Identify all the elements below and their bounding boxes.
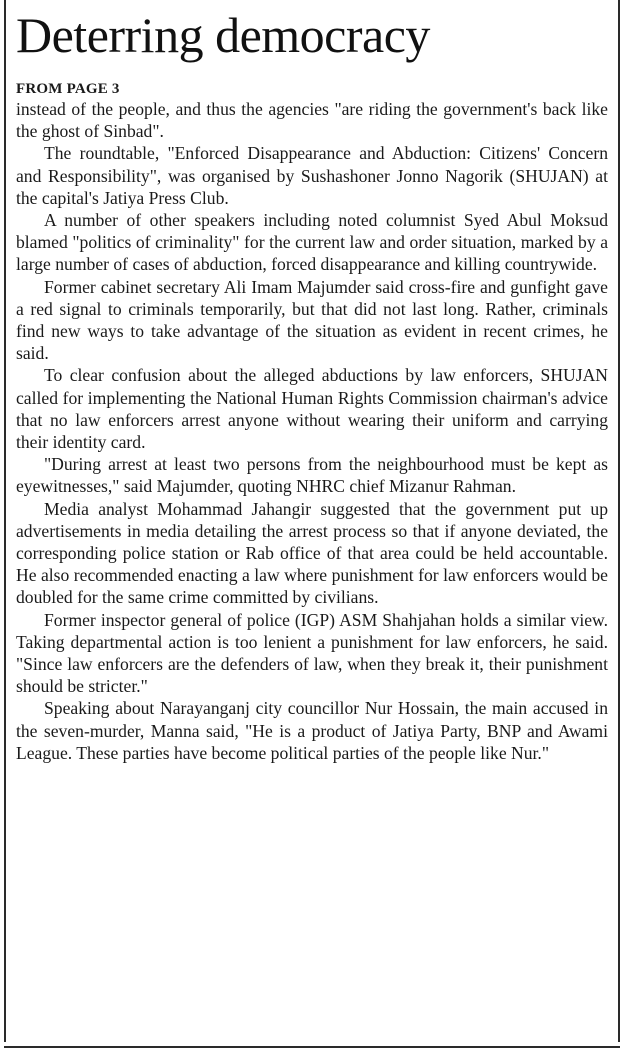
- left-column-rule: [4, 0, 6, 1042]
- right-column-rule: [618, 0, 620, 1042]
- article: [16, 0, 608, 764]
- paragraph: To clear confusion about the alleged abductions by law enforcers, SHUJAN called for implementing the National Human Rights Commission chairman's advice that no law enforcers arrest anyone without wearing their uniform and carrying their identity card.: [16, 365, 608, 453]
- paragraph: Speaking about Narayanganj city councillor Nur Hossain, the main accused in the seven-murder, Manna said, "He is a product of Jatiya Party, BNP and Awami League. These parties have become political parties of the people like Nur.": [16, 698, 608, 763]
- paragraph: "During arrest at least two persons from the neighbourhood must be kept as eyewitnesses," said Majumder, quoting NHRC chief Mizanur Rahman.: [16, 454, 608, 497]
- headline: Deterring democracy: [16, 7, 430, 63]
- jump-line: FROM PAGE 3: [16, 81, 120, 97]
- paragraph: Former inspector general of police (IGP) ASM Shahjahan holds a similar view. Taking departmental action is too lenient a punishment for law enforcers, he said. "Since law enforcers are the defenders of law, when they break it, their punishment should be stricter.": [16, 609, 608, 697]
- paragraph: The roundtable, "Enforced Disappearance and Abduction: Citizens' Concern and Responsibility", was organised by Sushashoner Jonno Nagorik (SHUJAN) at the capital's Jatiya Press Club.: [16, 143, 608, 208]
- paragraph: Former cabinet secretary Ali Imam Majumder said cross-fire and gunfight gave a red signal to criminals temporarily, but that did not last long. Rather, criminals find new ways to take advantage of the situation as evident in recent crimes, he said.: [16, 276, 608, 364]
- bottom-rule: [4, 1046, 620, 1048]
- article-body: [16, 98, 608, 764]
- paragraph: A number of other speakers including noted columnist Syed Abul Moksud blamed "politics of criminality" for the current law and order situation, marked by a large number of cases of abduction, forced disappearance and killing countrywide.: [16, 210, 608, 275]
- paragraph: Media analyst Mohammad Jahangir suggested that the government put up advertisements in media detailing the arrest process so that if anyone deviated, the corresponding police station or Rab office of that area could be held accountable. He also recommended enacting a law where punishment for law enforcers would be doubled for the same crime committed by civilians.: [16, 498, 608, 608]
- paragraph: instead of the people, and thus the agencies "are riding the government's back like the ghost of Sinbad".: [16, 99, 608, 142]
